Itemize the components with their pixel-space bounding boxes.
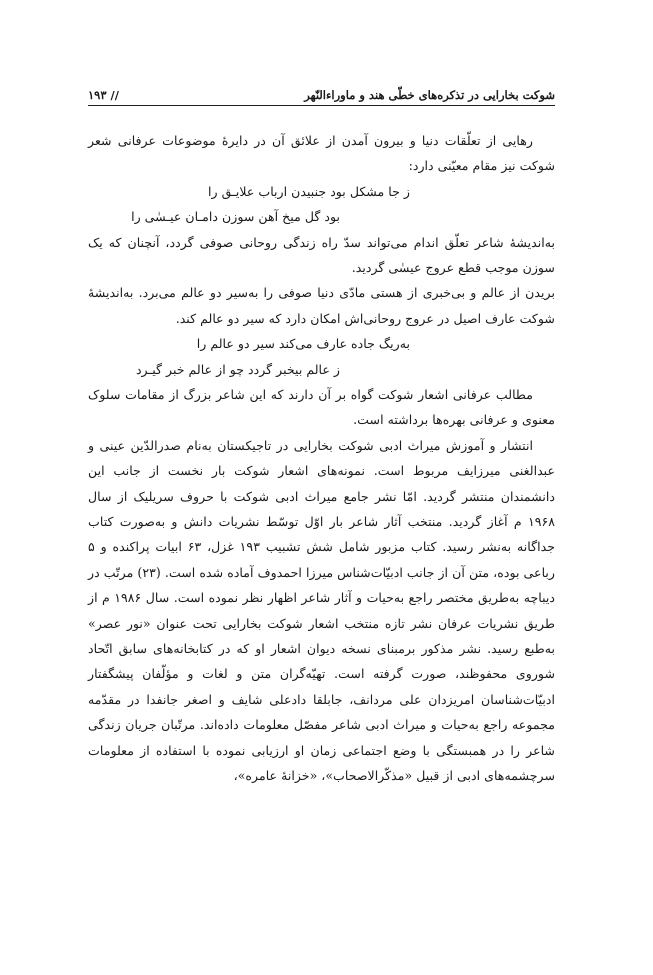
verse-hemistich: به‌ریگ جاده عارف می‌کند سیر دو عالم را: [196, 336, 410, 352]
paragraph: به‌اندیشۀ شاعر تعلّق اندام می‌تواند سدّ راه زندگی روحانی صوفی گردد، آنچنان که یک سوزن موجب قطع عروج عیسٰی گردید.: [88, 234, 555, 275]
page-number: // ۱۹۳: [88, 88, 119, 102]
verse-couplet: [88, 179, 555, 230]
verse-hemistich: ز عالم بیخبر گردد چو از عالم خبر گیـرد: [135, 361, 340, 377]
verse-couplet: [88, 331, 555, 382]
paragraph: انتشار و آموزش میراث ادبی شوکت بخارایی در تاجیکستان به‌نام صدرالدّین عینی و عبدالغنی میرزایف مربوط است. نمونه‌های اشعار شوکت بار نخست از جانب این دانشمندان منتشر گردید. امّا نشر جامع میراث ادبی شوکت با حروف سریلیک از سال ۱۹۶۸ م آغاز گردید. منتخب آثار شاعر بار اوّل توسّط نشریات دانش و به‌صورت کتاب جداگانه به‌نشر رسید. کتاب مزبور شامل شش تشبیب ۱۹۳ غزل، ۶۳ ابیات پراکنده و ۵ رباعی بوده، متن آن از جانب ادبیّات‌شناس میرزا احمدوف آماده شده است. (۲۳) مرتّب در دیباچه به‌طریق مختصر راجع به‌حیات و آثار شاعر اظهار نظر نموده است. سال ۱۹۸۶ م از طریق نشریات عرفان نشر تازه منتخب اشعار شوکت بخارایی تحت عنوان «نور عصر» به‌طبع رسید. نشر مذکور برمبنای نسخه دیوان اشعار او که در کتابخانه‌های سابق اتّحاد شوروی محفوظند، صورت گرفته است. تهیّه‌گران متن و لغات و مؤلّفان پیشگفتار ادبیّات‌شناسان امریزدان علی مردانف، جابلقا دادعلی شایف و اصغر جانفدا در مقدّمه مجموعه راجع به‌حیات و میراث ادبی شاعر مفصّل معلومات داده‌اند. مرتّبان جریان زندگی شاعر را در همبستگی با وضع اجتماعی زمان او ارزیابی نموده با استفاده از معلومات سرچشمه‌های ادبی از قبیل «مذکّرالاصحاب»، «خزانۀ عامره»،: [88, 437, 555, 784]
verse-hemistich: ز جا مشکل بود جنبیدن ارباب علایـق را: [208, 183, 410, 199]
paragraph: رهایی از تعلّقات دنیا و بیرون آمدن از علائق آن در دایرۀ موضوعات عرفانی شعر شوکت نیز مقام معیّنی دارد:: [88, 133, 555, 174]
paragraph: مطالب عرفانی اشعار شوکت گواه بر آن دارند که این شاعر بزرگ از مقامات سلوک معنوی و عرفانی بهره‌ها برداشته است.: [88, 387, 555, 428]
running-header: [88, 80, 555, 106]
paragraph: بریدن از عالم و بی‌خبری از هستی مادّی دنیا صوفی را به‌سیر دو عالم می‌برد. به‌اندیشۀ شوکت عارف اصیل در عروج روحانی‌اش امکان دارد که سیر دو عالم کند.: [88, 285, 555, 326]
verse-hemistich: بود گل میخ آهن سوزن دامـان عیـسٰی را: [131, 209, 340, 225]
header-title: شوکت بخارایی در تذکره‌های خطّی هند و ماوراءالنّهر: [304, 88, 555, 102]
body-text: [88, 128, 555, 789]
